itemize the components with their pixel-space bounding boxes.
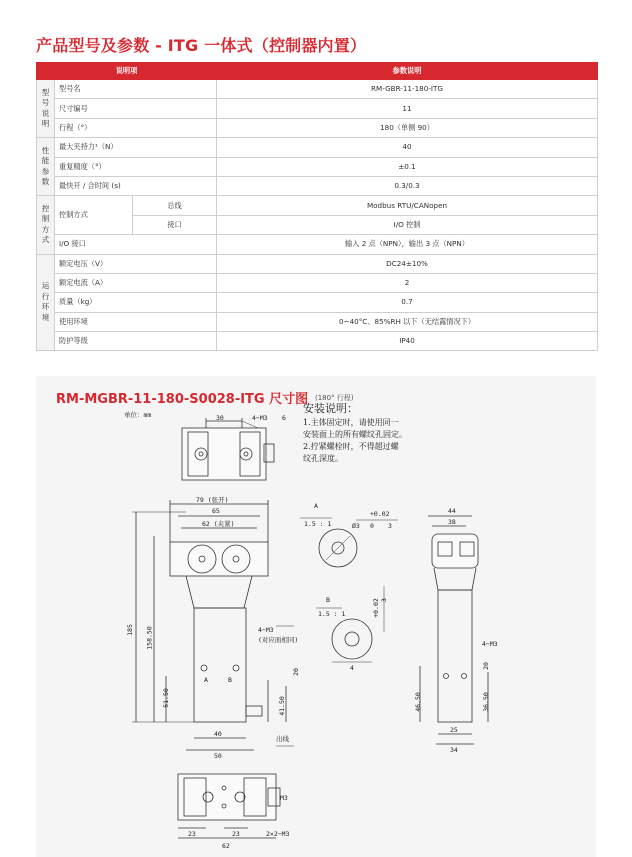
row-value: 11 xyxy=(217,99,598,118)
row-label: 最快开 / 合时间 (s) xyxy=(55,176,217,195)
table-row xyxy=(37,118,598,137)
dim-20b: 20 xyxy=(481,662,490,670)
front-view xyxy=(132,500,294,750)
table-row xyxy=(37,235,598,254)
top-view xyxy=(182,418,274,480)
detail-a-label: A xyxy=(314,502,318,510)
dim-30: 30 xyxy=(216,414,224,422)
dim-40: 40 xyxy=(214,730,222,738)
table-row xyxy=(37,99,598,118)
detail-a-depth: 3 xyxy=(388,522,392,530)
row-value: Modbus RTU/CANopen xyxy=(217,196,598,215)
row-value: ±0.1 xyxy=(217,157,598,176)
detail-a-tol0: 0 xyxy=(370,522,374,530)
row-value: 40 xyxy=(217,138,598,157)
install-line: 纹孔深度。 xyxy=(303,454,343,463)
table-row xyxy=(37,138,598,157)
dim-20a: 20 xyxy=(291,668,300,676)
drawing-note: (180° 行程) xyxy=(315,394,354,402)
side-view xyxy=(420,516,488,744)
row-sublabel: 接口 xyxy=(133,215,217,234)
row-value: 2 xyxy=(217,273,598,292)
row-label: 尺寸编号 xyxy=(55,99,217,118)
row-label: 控制方式 xyxy=(55,196,133,235)
dim-65: 65 xyxy=(212,507,220,515)
row-value: I/O 控制 xyxy=(217,215,598,234)
dim-79: 79 (张开) xyxy=(196,496,229,504)
table-row xyxy=(37,312,598,331)
dim-62: 62 (夹紧) xyxy=(202,520,235,528)
row-value: 180（单侧 90） xyxy=(217,118,598,137)
row-label: 型号名 xyxy=(55,80,217,99)
dim-41: 41.50 xyxy=(277,696,286,716)
bottom-view xyxy=(178,774,280,838)
install-line: 安装面上的所有螺纹孔固定。 xyxy=(303,430,407,439)
dim-185: 185 xyxy=(125,624,134,636)
row-value: RM-GBR-11-180-ITG xyxy=(217,80,598,99)
detail-b-scale: 1.5 : 1 xyxy=(318,610,346,618)
row-label: 重复精度（°） xyxy=(55,157,217,176)
install-line: 2.拧紧螺栓时，不得超过螺 xyxy=(303,442,399,451)
dim-44: 44 xyxy=(448,507,456,515)
row-label: 防护等级 xyxy=(55,332,217,351)
table-row xyxy=(37,332,598,351)
row-value: 0.7 xyxy=(217,293,598,312)
detail-b-tol: +0.02 xyxy=(371,598,380,618)
dim-m3-note: (对应面相同) xyxy=(258,636,299,644)
detail-a-phi: Ø3 xyxy=(352,522,360,530)
dim-2x2m3: 2×2−M3 xyxy=(266,830,290,838)
table-row xyxy=(37,273,598,292)
group-perf: 性 能 参 数 xyxy=(37,138,55,196)
header-item: 说明项 xyxy=(37,63,217,80)
table-row xyxy=(37,80,598,99)
dim-158: 158.50 xyxy=(145,626,154,650)
table-row xyxy=(37,157,598,176)
dim-m3-mid: 4−M3 xyxy=(258,626,274,634)
table-row xyxy=(37,293,598,312)
dim-36: 36.50 xyxy=(481,692,490,712)
detail-a-scale: 1.5 : 1 xyxy=(304,520,332,528)
row-label: 质量（kg） xyxy=(55,293,217,312)
dim-62b: 62 xyxy=(222,842,230,850)
table-row xyxy=(37,196,598,215)
row-value: 0.3/0.3 xyxy=(217,176,598,195)
spec-table xyxy=(36,62,598,351)
mark-b: B xyxy=(228,676,232,684)
dim-51: 51.50 xyxy=(161,688,170,708)
row-label: 行程（°） xyxy=(55,118,217,137)
row-value: 0~40°C、85%RH 以下（无结露情况下） xyxy=(217,312,598,331)
out-label: 出线 xyxy=(276,735,289,743)
group-ctrl: 控 制 方 式 xyxy=(37,196,55,254)
dim-50: 50 xyxy=(214,752,222,760)
dim-25: 25 xyxy=(450,726,458,734)
detail-b-label: B xyxy=(326,596,330,604)
dim-23b: 23 xyxy=(232,830,240,838)
detail-b-depth: 3 xyxy=(379,598,388,602)
detail-a-tol: +0.02 xyxy=(370,510,390,518)
row-sublabel: 总线 xyxy=(133,196,217,215)
page-title: 产品型号及参数 - ITG 一体式（控制器内置） xyxy=(36,36,367,55)
dim-m3-top: 4−M3 xyxy=(252,414,268,422)
install-line: 1.主体固定时，请使用同一 xyxy=(303,418,399,427)
dim-6: 6 xyxy=(282,414,286,422)
dim-46: 46.50 xyxy=(413,692,422,712)
install-notes xyxy=(303,401,407,465)
table-row xyxy=(37,254,598,273)
table-header xyxy=(37,63,598,80)
group-model: 型 号 说 明 xyxy=(37,80,55,138)
dim-34: 34 xyxy=(450,746,458,754)
unit-label: 单位：mm xyxy=(124,411,152,419)
dim-m3-side: 4−M3 xyxy=(482,640,498,648)
group-env: 运 行 环 境 xyxy=(37,254,55,351)
row-value: DC24±10% xyxy=(217,254,598,273)
mark-a: A xyxy=(204,676,208,684)
row-label: 额定电流（A） xyxy=(55,273,217,292)
install-heading: 安装说明： xyxy=(303,402,358,415)
dim-38: 38 xyxy=(448,518,456,526)
detail-b-width: 4 xyxy=(350,664,354,672)
dim-23a: 23 xyxy=(188,830,196,838)
row-label: I/O 接口 xyxy=(55,235,217,254)
dim-m3-bottom: M3 xyxy=(280,794,288,802)
drawing-title: RM-MGBR-11-180-S0028-ITG 尺寸图 xyxy=(56,392,309,407)
header-value: 参数说明 xyxy=(217,63,598,80)
row-label: 最大夹持力¹（N） xyxy=(55,138,217,157)
row-value: IP40 xyxy=(217,332,598,351)
row-value: 输入 2 点（NPN），输出 3 点（NPN） xyxy=(217,235,598,254)
table-row xyxy=(37,176,598,195)
row-label: 使用环境 xyxy=(55,312,217,331)
row-label: 额定电压（V） xyxy=(55,254,217,273)
